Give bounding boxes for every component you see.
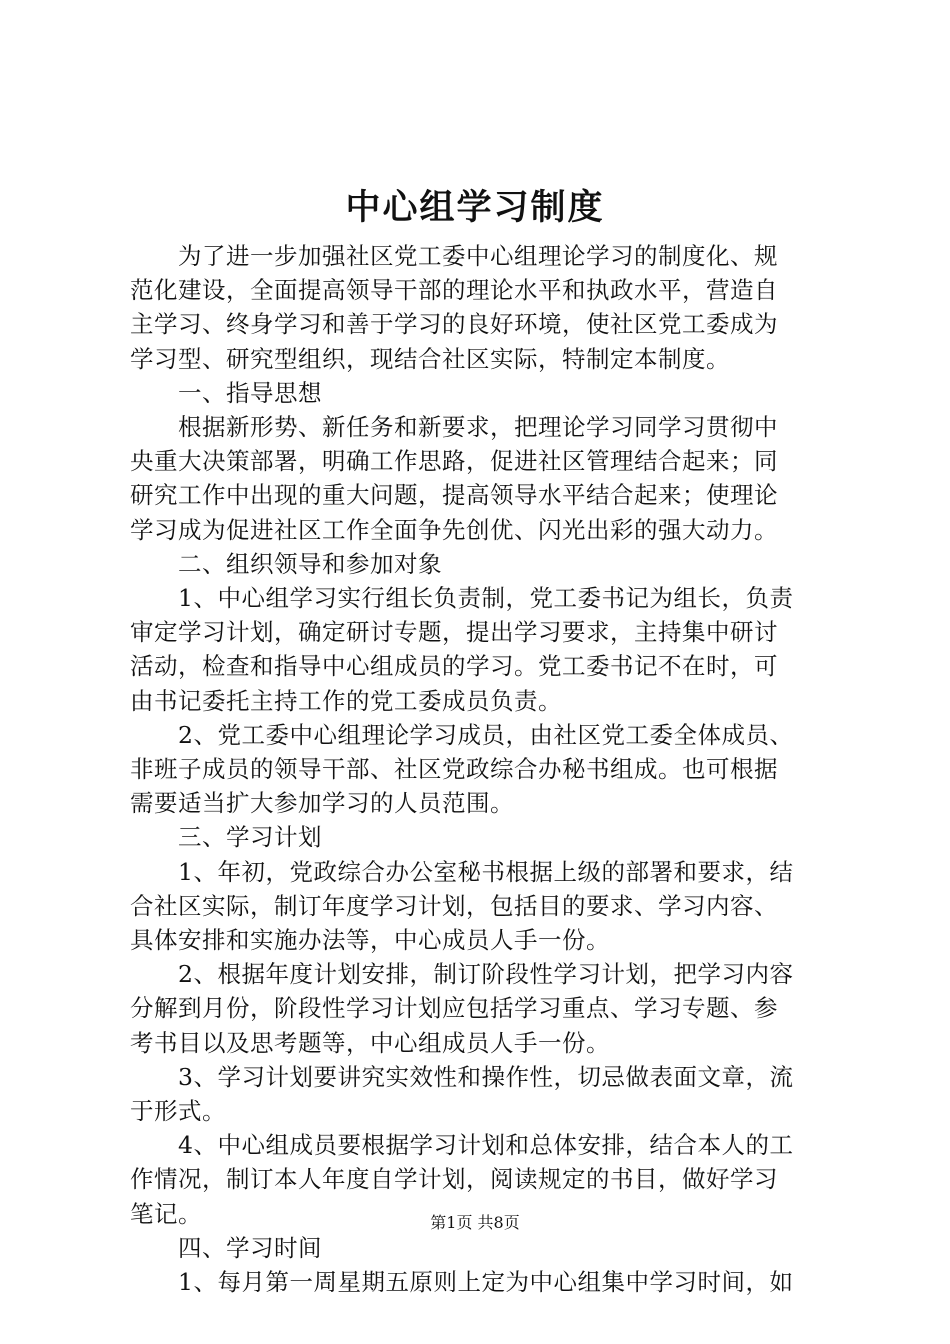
organization-item-2: 2、党工委中心组理论学习成员，由社区党工委全体成员、 非班子成员的领导干部、社区党政综合办秘书组成。也可根据 需要适当扩大参加学习的人员范围。 xyxy=(130,720,794,818)
organization-item-1: 1、中心组学习实行组长负责制，党工委书记为组长，负责 审定学习计划，确定研讨专题，提出学习要求，主持集中研讨 活动，检查和指导中心组成员的学习。党工委书记不在时，可 由书记委托主持工作的党工委成员负责。 xyxy=(130,584,794,715)
guiding-ideology-paragraph: 根据新形势、新任务和新要求，把理论学习同学习贯彻中 央重大决策部署，明确工作思路，促进社区管理结合起来；同 研究工作中出现的重大问题，提高领导水平结合起来；使理论 学习成为促进社区工作全面争先创优、闪光出彩的强大动力。 xyxy=(130,413,778,544)
page-number-footer: 第1页 共8页 xyxy=(430,1213,520,1232)
section-heading-guiding-ideology: 一、指导思想 xyxy=(178,378,322,407)
document-body xyxy=(130,239,830,1299)
study-plan-item-1: 1、年初，党政综合办公室秘书根据上级的部署和要求，结 合社区实际，制订年度学习计划，包括目的要求、学习内容、 具体安排和实施办法等，中心成员人手一份。 xyxy=(130,857,794,955)
study-plan-item-4: 4、中心组成员要根据学习计划和总体安排，结合本人的工 作情况，制订本人年度自学计划，阅读规定的书目，做好学习 笔记。 xyxy=(130,1131,794,1228)
study-plan-item-2: 2、根据年度计划安排，制订阶段性学习计划，把学习内容 分解到月份，阶段性学习计划应包括学习重点、学习专题、参 考书目以及思考题等，中心组成员人手一份。 xyxy=(130,960,794,1057)
section-heading-study-plan: 三、学习计划 xyxy=(178,823,322,852)
document-title: 中心组学习制度 xyxy=(345,187,605,228)
section-heading-organization: 二、组织领导和参加对象 xyxy=(178,549,442,578)
section-heading-study-time: 四、学习时间 xyxy=(178,1233,322,1262)
intro-paragraph: 为了进一步加强社区党工委中心组理论学习的制度化、规 范化建设，全面提高领导干部的理论水平和执政水平，营造自 主学习、终身学习和善于学习的良好环境，使社区党工委成为 学习型、研究型组织，现结合社区实际，特制定本制度。 xyxy=(130,242,778,373)
study-plan-item-3: 3、学习计划要讲究实效性和操作性，切忌做表面文章，流 于形式。 xyxy=(130,1062,794,1126)
study-time-item-1: 1、每月第一周星期五原则上定为中心组集中学习时间，如 xyxy=(178,1268,794,1297)
